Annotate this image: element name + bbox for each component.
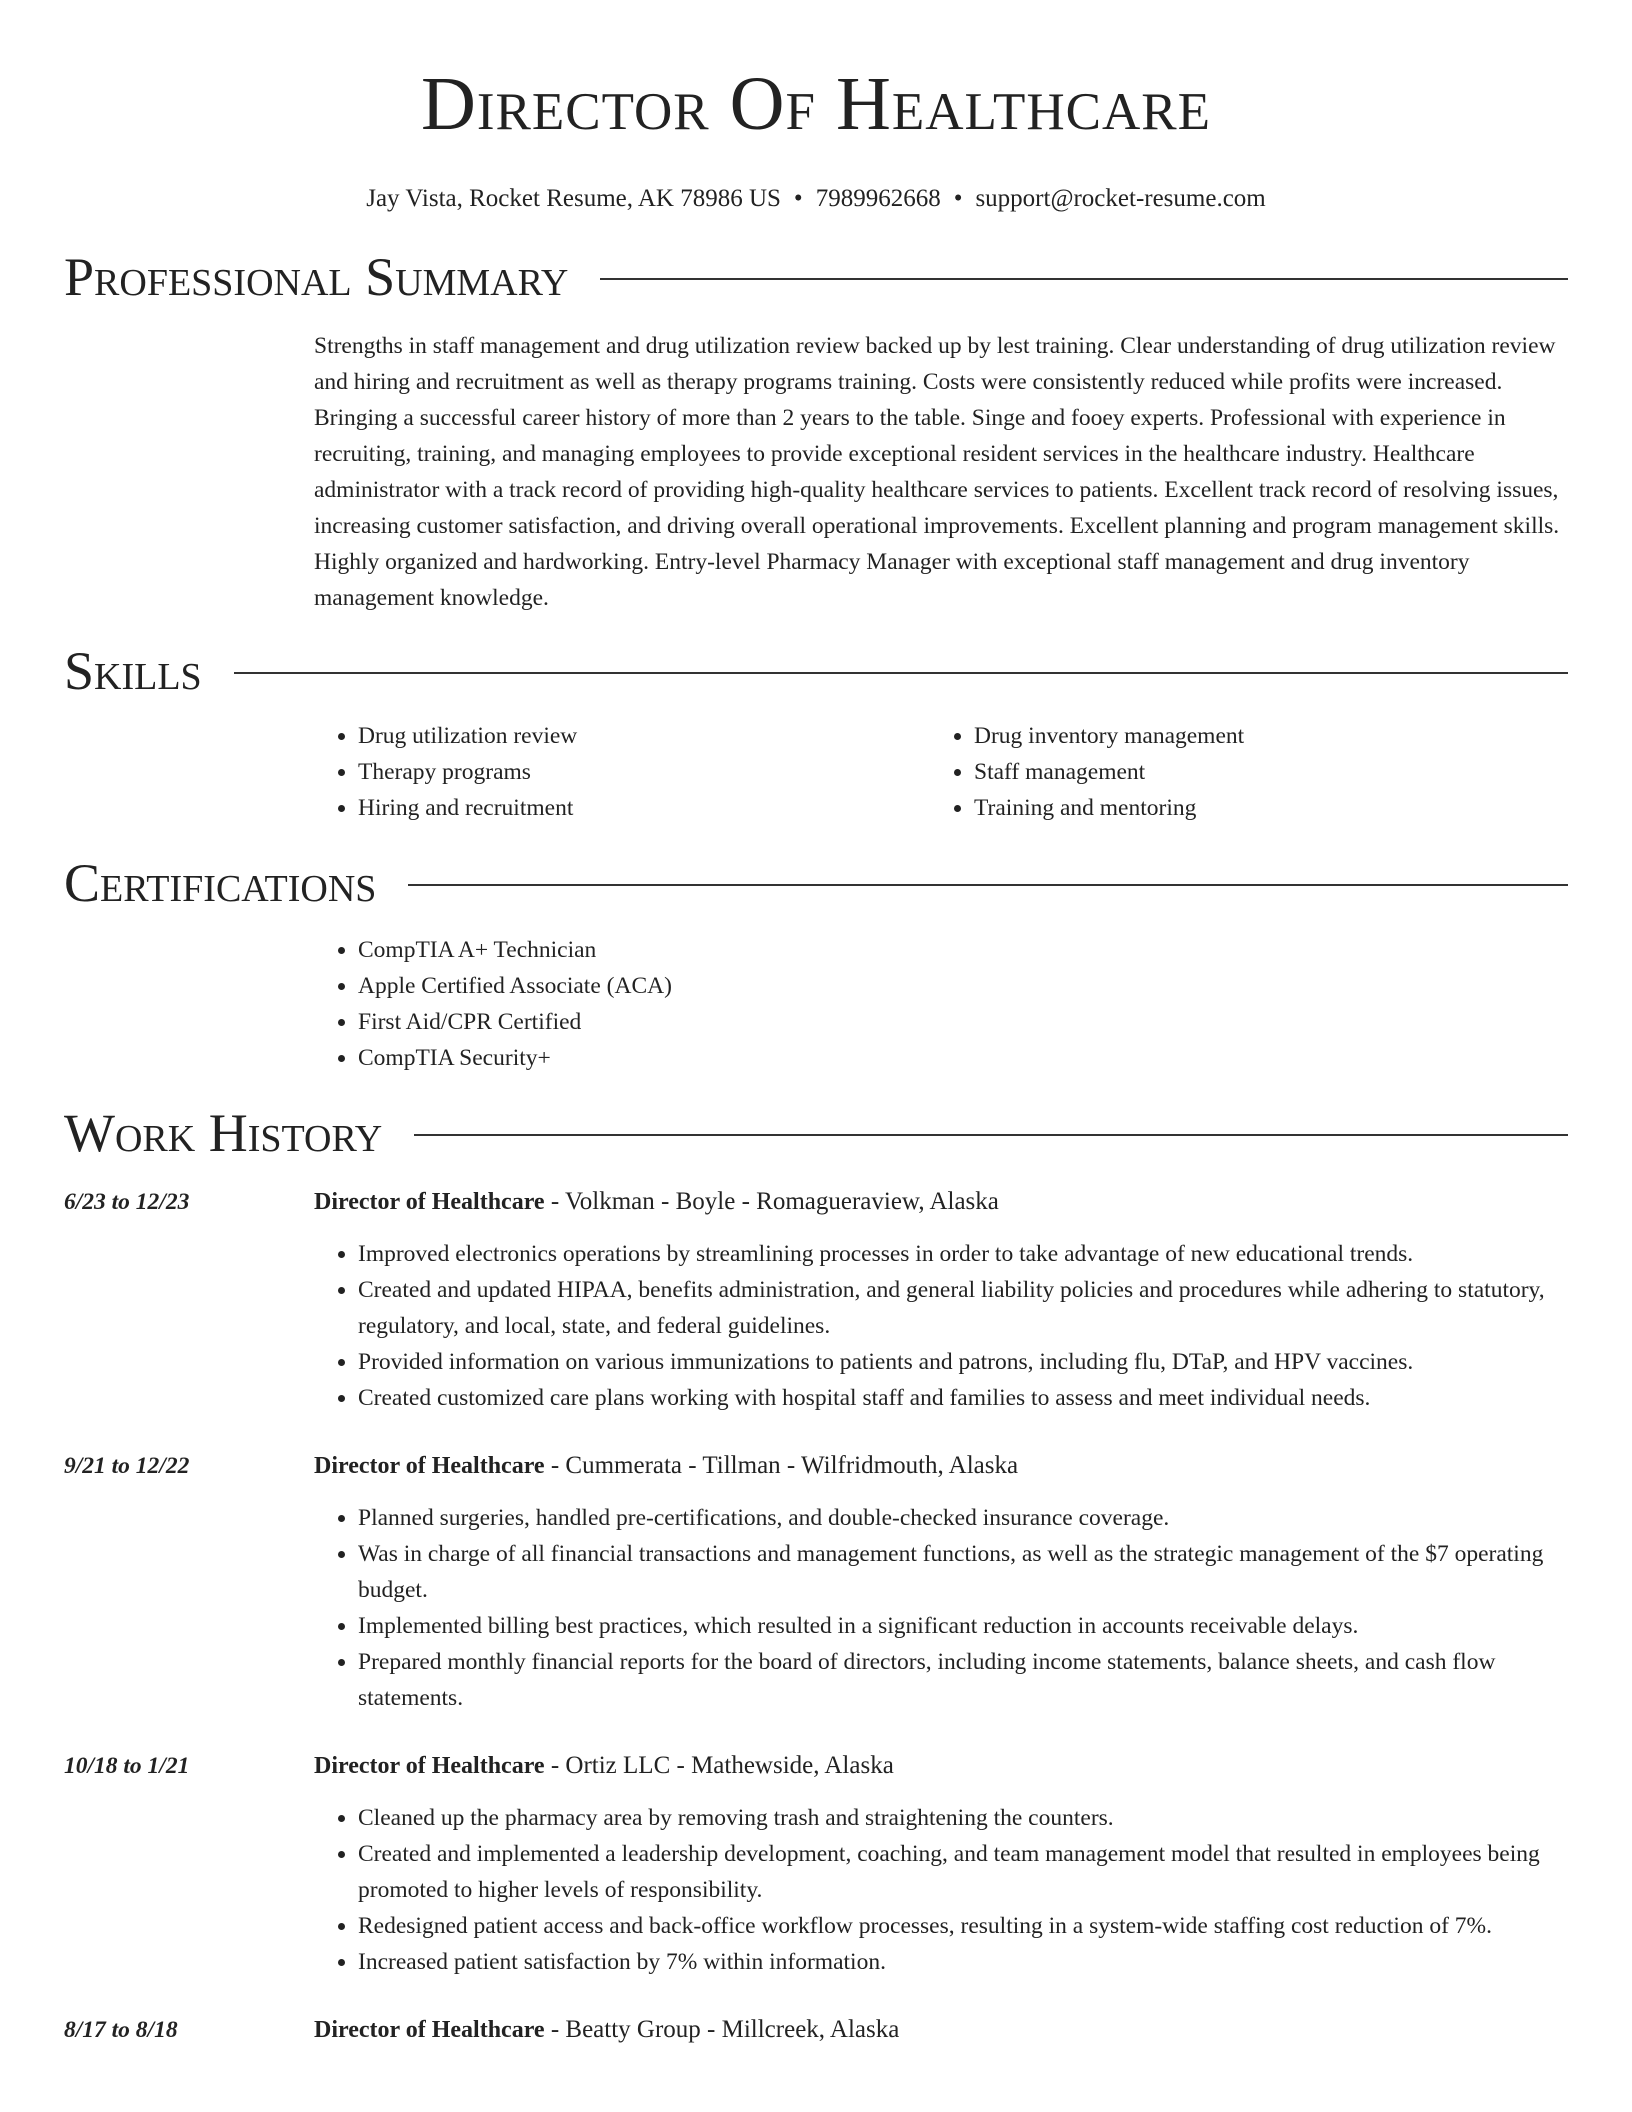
summary-text: Strengths in staff management and drug utilization review backed up by lest training. Clear understanding of drug utilization review and hiring and recruitment as well as therapy programs training. Costs were consistently reduced while profits were increased. Bringing a successful career history of more than 2 years to the table. Singe and fooey experts. Professional with experience in recruiting, training, and managing employees to provide exceptional resident services in the healthcare industry. Healthcare administrator with a track record of providing high-quality healthcare services to patients. Excellent track record of resolving issues, increasing customer satisfaction, and driving overall operational improvements. Excellent planning and program management skills. Highly organized and hardworking. Entry-level Pharmacy Manager with exceptional staff management and drug inventory management knowledge. (314, 333, 1560, 611)
work-title-line (314, 1748, 1568, 1784)
certifications-heading: Certifications (64, 853, 377, 913)
work-dates: 6/23 to 12/23 (64, 1189, 190, 1215)
list-item: • CompTIA A+ Technician (358, 932, 1568, 968)
list-item: • Hiring and recruitment (358, 790, 930, 826)
certifications-items (314, 932, 1568, 1076)
work-entry (64, 1748, 1568, 1980)
section-divider (408, 884, 1568, 886)
list-item: • Therapy programs (358, 754, 930, 790)
work-history-list (64, 1184, 1568, 2048)
employer-location: - Beatty Group - Millcreek, Alaska (544, 2016, 900, 2043)
work-details (314, 2012, 1568, 2048)
skills-list (314, 718, 1568, 826)
section-divider (234, 672, 1568, 674)
work-bullets (314, 1500, 1568, 1716)
list-item: • Created and implemented a leadership development, coaching, and team management model that resulted in employees being promoted to higher levels of responsibility. (358, 1836, 1568, 1908)
job-title: Director of Healthcare (314, 2017, 545, 2043)
list-item: • Provided information on various immunizations to patients and patrons, including flu, DTaP, and HPV vaccines. (358, 1344, 1568, 1380)
work-details (314, 1184, 1568, 1416)
list-item: • Cleaned up the pharmacy area by removing trash and straightening the counters. (358, 1800, 1568, 1836)
work-bullets (314, 1800, 1568, 1980)
list-item: • Improved electronics operations by streamlining processes in order to take advantage of new educational trends. (358, 1236, 1568, 1272)
list-item: • Staff management (974, 754, 1546, 790)
list-item: • Created and updated HIPAA, benefits administration, and general liability policies and procedures while adhering to statutory, regulatory, and local, state, and federal guidelines. (358, 1272, 1568, 1344)
job-title: Director of Healthcare (314, 1753, 545, 1779)
job-title: Director of Healthcare (314, 1189, 545, 1215)
certifications-list (314, 932, 1568, 1076)
work-history-section-header (64, 1098, 1568, 1168)
list-item: • Prepared monthly financial reports for the board of directors, including income statements, balance sheets, and cash flow statements. (358, 1644, 1568, 1716)
list-item: • Created customized care plans working with hospital staff and families to assess and meet individual needs. (358, 1380, 1568, 1416)
skills-column-left (314, 718, 930, 826)
work-history-heading: Work History (64, 1103, 383, 1163)
work-entry (64, 1448, 1568, 1716)
contact-separator: • (793, 185, 803, 212)
contact-phone: 7989962668 (815, 185, 941, 212)
list-item: • Drug inventory management (974, 718, 1546, 754)
job-title: Director of Healthcare (314, 1453, 545, 1479)
employer-location: - Cummerata - Tillman - Wilfridmouth, Alaska (544, 1452, 1019, 1479)
section-divider (414, 1134, 1568, 1136)
work-dates: 10/18 to 1/21 (64, 1753, 190, 1779)
work-entry (64, 1184, 1568, 1416)
work-title-line (314, 1184, 1568, 1220)
contact-separator: • (953, 185, 963, 212)
list-item: • Planned surgeries, handled pre-certifications, and double-checked insurance coverage. (358, 1500, 1568, 1536)
skills-list-right (930, 718, 1546, 826)
list-item: • Was in charge of all financial transactions and management functions, as well as the strategic management of the $7 operating budget. (358, 1536, 1568, 1608)
work-bullets (314, 1236, 1568, 1416)
work-title-line (314, 2012, 1568, 2048)
work-entry (64, 2012, 1568, 2048)
resume-page (64, 0, 1568, 2112)
summary-section-header (64, 242, 1568, 312)
contact-line (64, 182, 1568, 216)
resume-title: Director Of Healthcare (420, 62, 1212, 146)
list-item: • Increased patient satisfaction by 7% within information. (358, 1944, 1568, 1980)
work-details (314, 1748, 1568, 1980)
list-item: • Training and mentoring (974, 790, 1546, 826)
list-item: • Apple Certified Associate (ACA) (358, 968, 1568, 1004)
work-dates: 9/21 to 12/22 (64, 1453, 190, 1479)
section-divider (600, 278, 1568, 280)
list-item: • Redesigned patient access and back-office workflow processes, resulting in a system-wide staffing cost reduction of 7%. (358, 1908, 1568, 1944)
contact-address: Jay Vista, Rocket Resume, AK 78986 US (366, 185, 781, 212)
skills-list-left (314, 718, 930, 826)
list-item: • Drug utilization review (358, 718, 930, 754)
work-dates: 8/17 to 8/18 (64, 2017, 178, 2043)
work-details (314, 1448, 1568, 1716)
summary-heading: Professional Summary (64, 247, 569, 307)
employer-location: - Volkman - Boyle - Romagueraview, Alaska (544, 1188, 999, 1215)
skills-heading: Skills (64, 641, 202, 701)
skills-column-right (930, 718, 1546, 826)
skills-section-header (64, 636, 1568, 706)
employer-location: - Ortiz LLC - Mathewside, Alaska (544, 1752, 894, 1779)
contact-email: support@rocket-resume.com (975, 185, 1266, 212)
list-item: • First Aid/CPR Certified (358, 1004, 1568, 1040)
list-item: • CompTIA Security+ (358, 1040, 1568, 1076)
list-item: • Implemented billing best practices, which resulted in a significant reduction in accounts receivable delays. (358, 1608, 1568, 1644)
work-title-line (314, 1448, 1568, 1484)
certifications-section-header (64, 848, 1568, 918)
